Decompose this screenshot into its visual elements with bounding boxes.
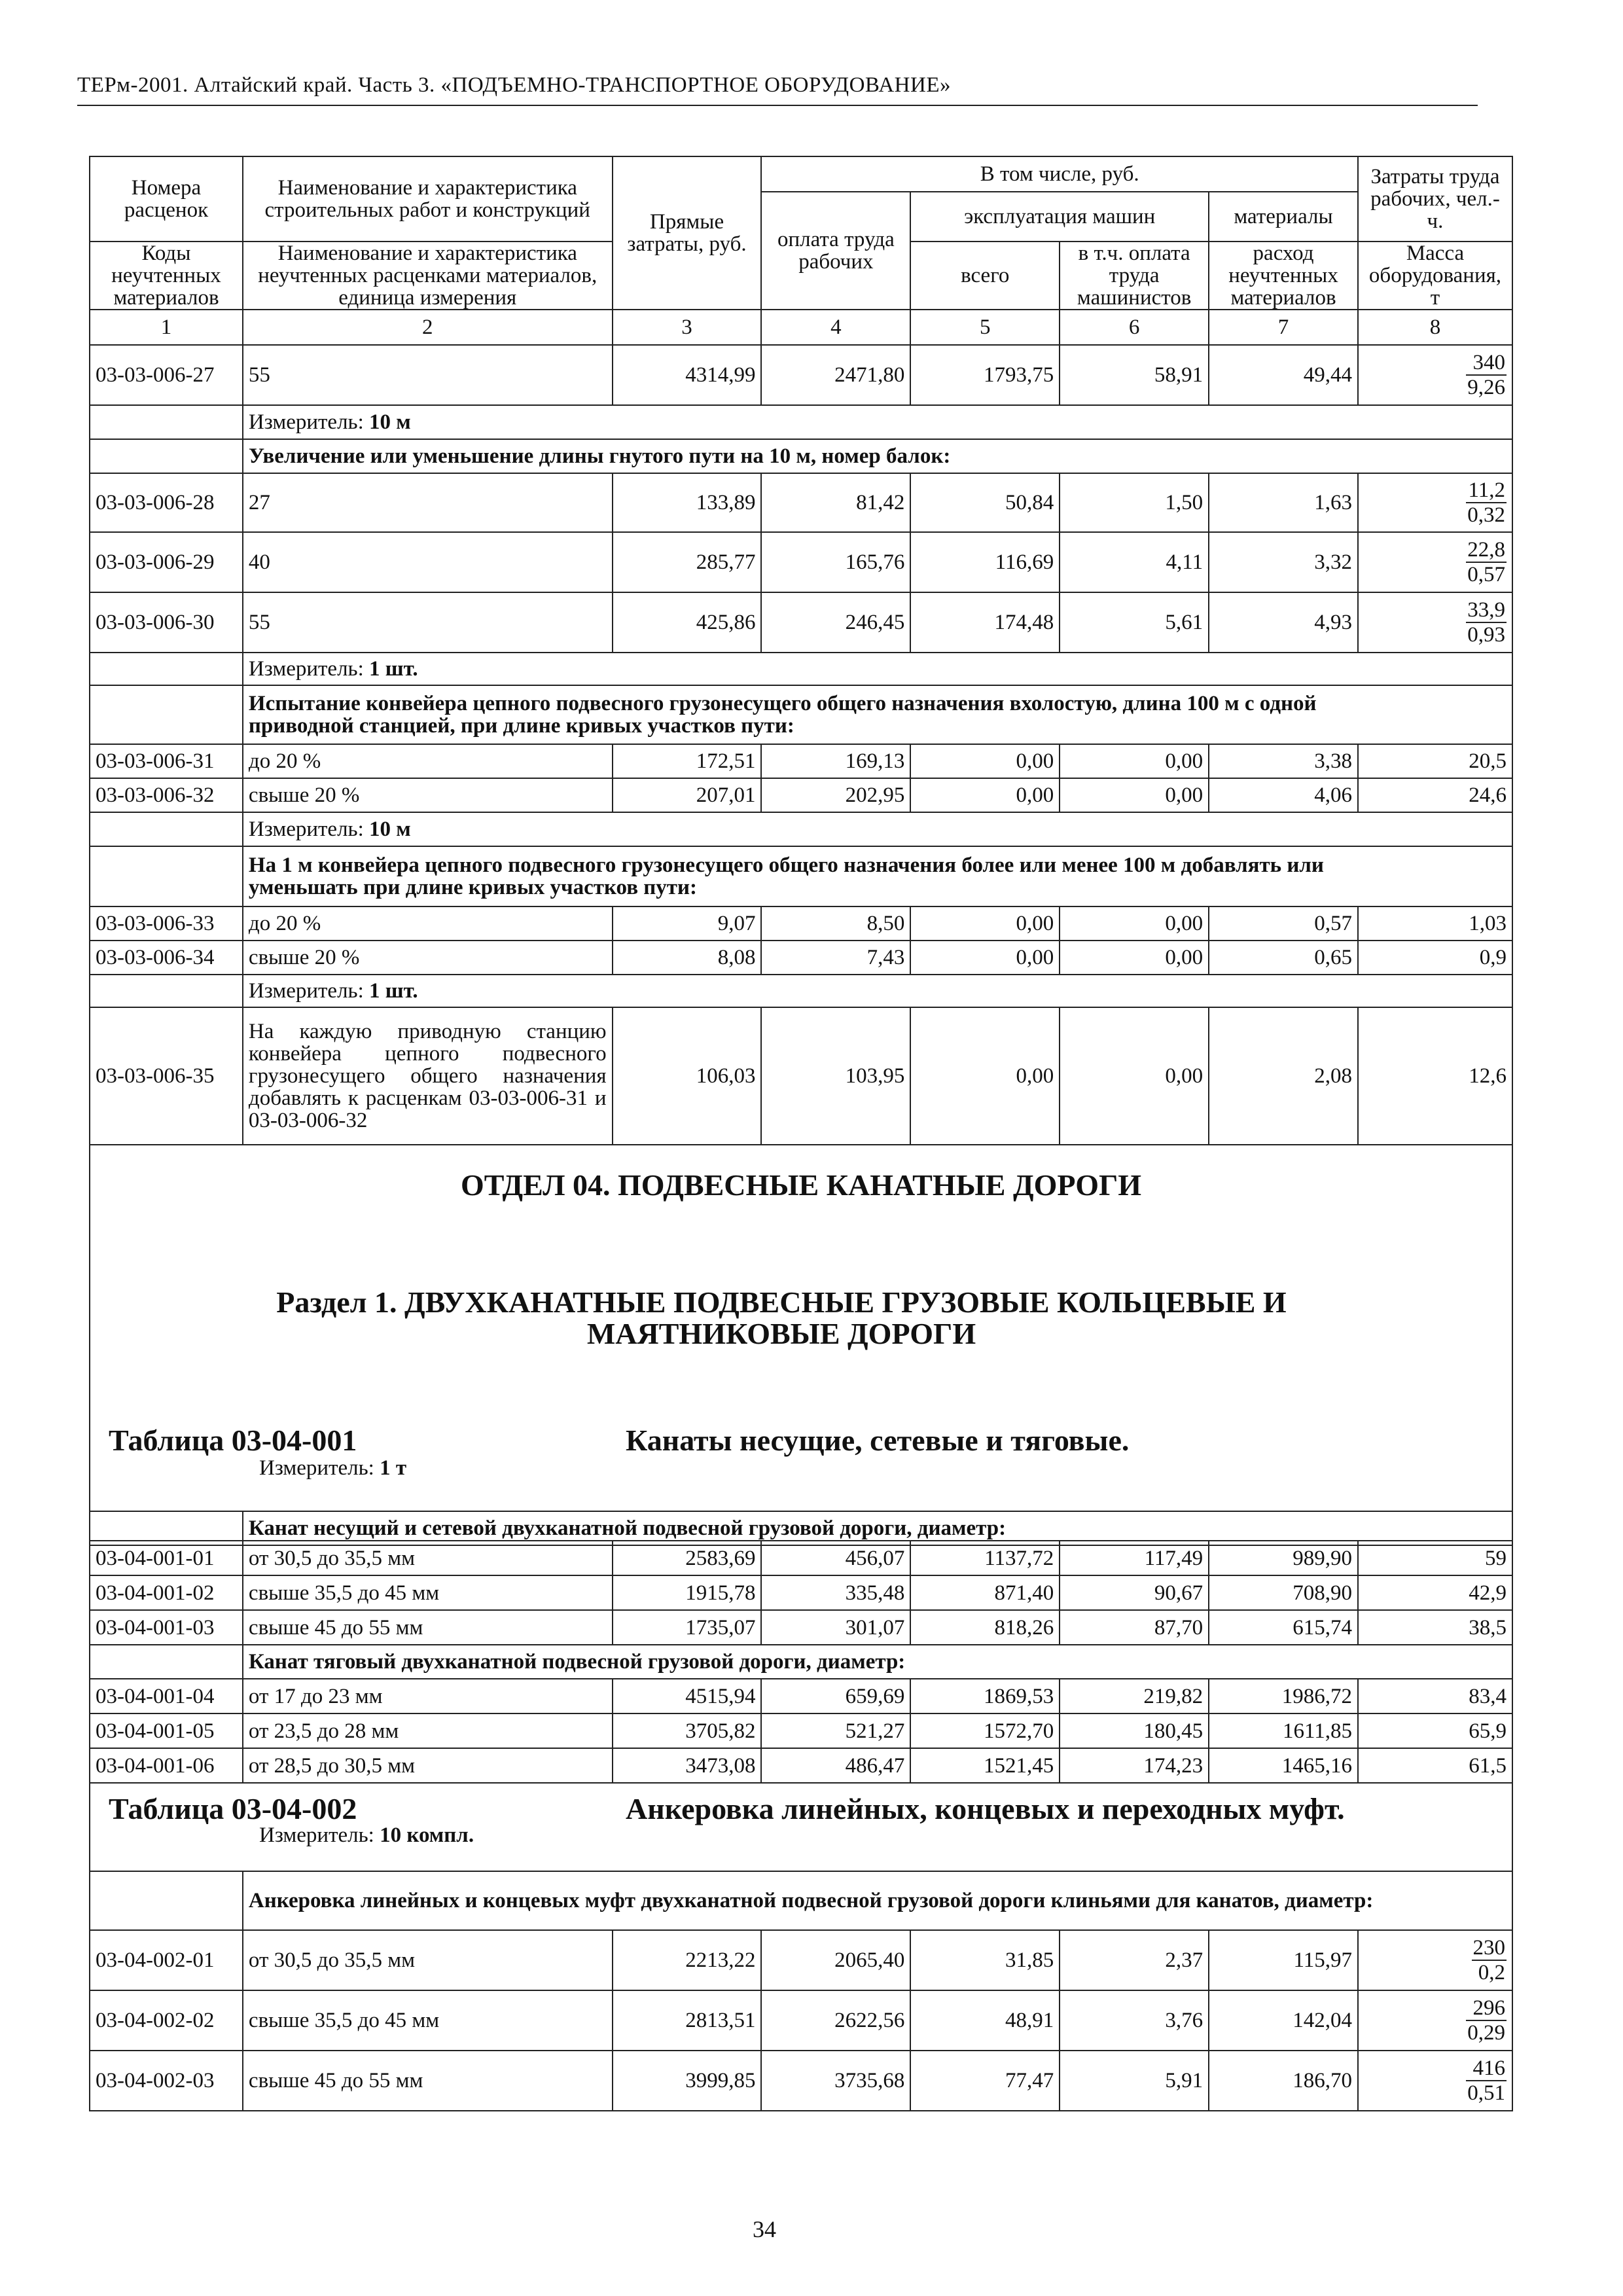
table-row: [90, 1007, 1512, 1145]
th-equipment-mass: Масса оборудования, т: [1358, 242, 1512, 310]
direct-costs: 3705,82: [613, 1713, 762, 1748]
machines-total: 0,00: [910, 906, 1060, 941]
rate-name: На каждую приводную станцию конвейера цепного подвесного грузонесущего общего назначения добавлять к расценкам 03-03-006-31 и 03-03-006-32: [243, 1007, 613, 1145]
th-machines: эксплуатация машин: [910, 192, 1209, 242]
col-num: 7: [1209, 310, 1358, 345]
machines-total: 1793,75: [910, 345, 1060, 405]
labor-mass-fraction: [1358, 592, 1512, 653]
section-block: [90, 1783, 1512, 1871]
table-caption: [109, 1424, 1512, 1457]
rate-name: свыше 20 %: [243, 778, 613, 812]
machinist-pay: 0,00: [1060, 906, 1209, 941]
rate-name: до 20 %: [243, 906, 613, 941]
worker-pay: 165,76: [761, 532, 910, 592]
group-heading-row: [90, 1871, 1512, 1930]
th-materials: материалы: [1209, 192, 1358, 242]
th-machinist-pay: в т.ч. оплата труда машинистов: [1060, 242, 1209, 310]
labor-costs: 83,4: [1358, 1679, 1512, 1713]
rate-name: от 28,5 до 30,5 мм: [243, 1748, 613, 1783]
machines-total: 818,26: [910, 1610, 1060, 1645]
machinist-pay: 90,67: [1060, 1575, 1209, 1610]
worker-pay: 81,42: [761, 473, 910, 532]
rate-code: 03-04-001-05: [90, 1713, 243, 1748]
machines-total: 1521,45: [910, 1748, 1060, 1783]
col-num: 2: [243, 310, 613, 345]
rate-code: 03-03-006-33: [90, 906, 243, 941]
mass-value: 0,51: [1467, 2081, 1505, 2105]
machinist-pay: 5,91: [1060, 2051, 1209, 2111]
worker-pay: 2471,80: [761, 345, 910, 405]
measure-row: [90, 653, 1512, 685]
worker-pay: 521,27: [761, 1713, 910, 1748]
section-block: [90, 1145, 1512, 1511]
direct-costs: 425,86: [613, 592, 762, 653]
materials: 49,44: [1209, 345, 1358, 405]
direct-costs: 2813,51: [613, 1990, 762, 2051]
labor-value: 22,8: [1467, 538, 1505, 562]
col-num: 1: [90, 310, 243, 345]
direct-costs: 4515,94: [613, 1679, 762, 1713]
rate-code: 03-04-002-02: [90, 1990, 243, 2051]
col-num: 4: [761, 310, 910, 345]
col-num: 5: [910, 310, 1060, 345]
table-row: [90, 532, 1512, 592]
group-heading: Анкеровка линейных и концевых муфт двухканатной подвесной грузовой дороги клиньями для канатов, диаметр:: [243, 1871, 1512, 1930]
direct-costs: 1915,78: [613, 1575, 762, 1610]
rates-table-cont: [89, 1540, 1513, 2111]
direct-costs: 133,89: [613, 473, 762, 532]
worker-pay: 486,47: [761, 1748, 910, 1783]
machines-total: 50,84: [910, 473, 1060, 532]
rate-name: 55: [243, 592, 613, 653]
labor-costs: 1,03: [1358, 906, 1512, 941]
table-row: [90, 906, 1512, 941]
group-heading-row: [90, 1645, 1512, 1679]
labor-value: 416: [1466, 2056, 1507, 2081]
direct-costs: 3473,08: [613, 1748, 762, 1783]
group-heading-row: [90, 439, 1512, 473]
materials: 1465,16: [1209, 1748, 1358, 1783]
table-row: [90, 1748, 1512, 1783]
machinist-pay: 117,49: [1060, 1541, 1209, 1575]
measure-row: [90, 812, 1512, 846]
machinist-pay: 0,00: [1060, 778, 1209, 812]
labor-costs: 61,5: [1358, 1748, 1512, 1783]
measure-unit: Измеритель: 10 компл.: [259, 1823, 474, 1847]
measure-row: [90, 405, 1512, 439]
department-title: ОТДЕЛ 04. ПОДВЕСНЫЕ КАНАТНЫЕ ДОРОГИ: [460, 1168, 1142, 1202]
rate-code: 03-04-001-06: [90, 1748, 243, 1783]
th-work-name: Наименование и характеристика строительных работ и конструкций: [243, 156, 613, 242]
th-rate-numbers: Номера расценок: [90, 156, 243, 242]
labor-costs: 24,6: [1358, 778, 1512, 812]
labor-mass-fraction: [1358, 473, 1512, 532]
machines-total: 1869,53: [910, 1679, 1060, 1713]
worker-pay: 2065,40: [761, 1930, 910, 1990]
th-including: В том числе, руб.: [761, 156, 1358, 192]
rate-code: 03-03-006-30: [90, 592, 243, 653]
materials: 989,90: [1209, 1541, 1358, 1575]
rate-code: 03-04-001-02: [90, 1575, 243, 1610]
machines-total: 0,00: [910, 941, 1060, 975]
table-title: Канаты несущие, сетевые и тяговые.: [626, 1424, 1130, 1457]
machinist-pay: 174,23: [1060, 1748, 1209, 1783]
rate-name: от 30,5 до 35,5 мм: [243, 1541, 613, 1575]
rate-name: от 30,5 до 35,5 мм: [243, 1930, 613, 1990]
labor-costs: 20,5: [1358, 744, 1512, 778]
rate-name: свыше 20 %: [243, 941, 613, 975]
labor-costs: 0,9: [1358, 941, 1512, 975]
worker-pay: 8,50: [761, 906, 910, 941]
machinist-pay: 219,82: [1060, 1679, 1209, 1713]
table-number: Таблица 03-04-002: [109, 1792, 357, 1825]
group-heading: Испытание конвейера цепного подвесного грузонесущего общего назначения вхолостую, длина 100 м с одной приводной станцией, при длине кривых участков пути:: [243, 685, 1512, 744]
rate-code: 03-03-006-32: [90, 778, 243, 812]
direct-costs: 9,07: [613, 906, 762, 941]
materials: 1,63: [1209, 473, 1358, 532]
rate-name: 27: [243, 473, 613, 532]
materials: 142,04: [1209, 1990, 1358, 2051]
labor-value: 33,9: [1467, 598, 1505, 622]
table-caption: [109, 1792, 1512, 1825]
col-num: 8: [1358, 310, 1512, 345]
mass-value: 0,57: [1467, 563, 1505, 586]
rate-name: свыше 35,5 до 45 мм: [243, 1575, 613, 1610]
direct-costs: 106,03: [613, 1007, 762, 1145]
machines-total: 174,48: [910, 592, 1060, 653]
worker-pay: 7,43: [761, 941, 910, 975]
group-heading: Канат несущий и сетевой двухканатной подвесной грузовой дороги, диаметр:: [243, 1511, 1512, 1545]
table-number: Таблица 03-04-001: [109, 1424, 357, 1457]
direct-costs: 2583,69: [613, 1541, 762, 1575]
worker-pay: 301,07: [761, 1610, 910, 1645]
machines-total: 0,00: [910, 744, 1060, 778]
th-direct-costs: Прямые затраты, руб.: [613, 156, 762, 310]
table-row: [90, 1930, 1512, 1990]
machinist-pay: 180,45: [1060, 1713, 1209, 1748]
worker-pay: 246,45: [761, 592, 910, 653]
rate-code: 03-04-001-03: [90, 1610, 243, 1645]
measure-unit: Измеритель: 1 шт.: [243, 975, 1512, 1007]
th-worker-pay: оплата труда рабочих: [761, 192, 910, 310]
labor-costs: 12,6: [1358, 1007, 1512, 1145]
machinist-pay: 0,00: [1060, 941, 1209, 975]
machinist-pay: 0,00: [1060, 1007, 1209, 1145]
th-material-use: расход неучтенных материалов: [1209, 242, 1358, 310]
rate-name: до 20 %: [243, 744, 613, 778]
table-row: [90, 941, 1512, 975]
machinist-pay: 1,50: [1060, 473, 1209, 532]
measure-unit: Измеритель: 10 м: [243, 405, 1512, 439]
thead-row-1: [90, 156, 1512, 192]
labor-mass-fraction: [1358, 532, 1512, 592]
mass-value: 9,26: [1467, 376, 1505, 399]
mass-value: 0,93: [1467, 623, 1505, 647]
worker-pay: 335,48: [761, 1575, 910, 1610]
machinist-pay: 3,76: [1060, 1990, 1209, 2051]
labor-mass-fraction: [1358, 2051, 1512, 2111]
rate-code: 03-03-006-31: [90, 744, 243, 778]
materials: 708,90: [1209, 1575, 1358, 1610]
table-row: [90, 778, 1512, 812]
machinist-pay: 4,11: [1060, 532, 1209, 592]
direct-costs: 2213,22: [613, 1930, 762, 1990]
materials: 4,06: [1209, 778, 1358, 812]
worker-pay: 659,69: [761, 1679, 910, 1713]
table-row: [90, 473, 1512, 532]
direct-costs: 4314,99: [613, 345, 762, 405]
rate-name: свыше 45 до 55 мм: [243, 1610, 613, 1645]
machines-total: 31,85: [910, 1930, 1060, 1990]
direct-costs: 1735,07: [613, 1610, 762, 1645]
rate-code: 03-04-001-01: [90, 1541, 243, 1575]
worker-pay: 3735,68: [761, 2051, 910, 2111]
labor-costs: 65,9: [1358, 1713, 1512, 1748]
rate-name: свыше 45 до 55 мм: [243, 2051, 613, 2111]
col-num: 6: [1060, 310, 1209, 345]
table-row: [90, 1575, 1512, 1610]
rate-name: 40: [243, 532, 613, 592]
direct-costs: 8,08: [613, 941, 762, 975]
worker-pay: 169,13: [761, 744, 910, 778]
measure-unit: Измеритель: 1 т: [259, 1456, 407, 1480]
group-heading: Канат тяговый двухканатной подвесной грузовой дороги, диаметр:: [243, 1645, 1512, 1679]
rate-code: 03-03-006-34: [90, 941, 243, 975]
rate-code: 03-03-006-28: [90, 473, 243, 532]
materials: 186,70: [1209, 2051, 1358, 2111]
rate-code: 03-03-006-35: [90, 1007, 243, 1145]
materials: 615,74: [1209, 1610, 1358, 1645]
rate-code: 03-04-002-03: [90, 2051, 243, 2111]
rate-name: от 23,5 до 28 мм: [243, 1713, 613, 1748]
table-row: [90, 1679, 1512, 1713]
materials: 115,97: [1209, 1930, 1358, 1990]
labor-value: 230: [1472, 1936, 1505, 1960]
rate-name: свыше 35,5 до 45 мм: [243, 1990, 613, 2051]
labor-mass-fraction: [1358, 1990, 1512, 2051]
page-number: 34: [753, 2216, 776, 2242]
labor-value: 340: [1466, 351, 1507, 376]
header-rule: [77, 105, 1478, 106]
th-material-names: Наименование и характеристика неучтенных расценками материалов, единица измерения: [243, 242, 613, 310]
machinist-pay: 0,00: [1060, 744, 1209, 778]
worker-pay: 202,95: [761, 778, 910, 812]
rate-name: от 17 до 23 мм: [243, 1679, 613, 1713]
col-num: 3: [613, 310, 762, 345]
materials: 0,65: [1209, 941, 1358, 975]
measure-row: [90, 975, 1512, 1007]
rates-table: [89, 156, 1513, 1546]
measure-unit: Измеритель: 1 шт.: [243, 653, 1512, 685]
machines-total: 1137,72: [910, 1541, 1060, 1575]
labor-value: 11,2: [1466, 478, 1507, 503]
measure-unit: Измеритель: 10 м: [243, 812, 1512, 846]
direct-costs: 172,51: [613, 744, 762, 778]
direct-costs: 285,77: [613, 532, 762, 592]
worker-pay: 456,07: [761, 1541, 910, 1575]
machinist-pay: 5,61: [1060, 592, 1209, 653]
labor-costs: 59: [1358, 1541, 1512, 1575]
worker-pay: 103,95: [761, 1007, 910, 1145]
machines-total: 0,00: [910, 778, 1060, 812]
machinist-pay: 87,70: [1060, 1610, 1209, 1645]
materials: 3,32: [1209, 532, 1358, 592]
mass-value: 0,29: [1467, 2021, 1505, 2045]
direct-costs: 207,01: [613, 778, 762, 812]
th-labor-costs: Затраты труда рабочих, чел.-ч.: [1358, 156, 1512, 242]
group-heading-row: [90, 685, 1512, 744]
rate-code: 03-04-002-01: [90, 1930, 243, 1990]
rate-code: 03-03-006-27: [90, 345, 243, 405]
table-row: [90, 345, 1512, 405]
mass-value: 0,2: [1478, 1961, 1505, 1984]
table-row: [90, 1610, 1512, 1645]
page-header: ТЕРм-2001. Алтайский край. Часть 3. «ПОДЪЕМНО-ТРАНСПОРТНОЕ ОБОРУДОВАНИЕ»: [77, 73, 951, 97]
machines-total: 116,69: [910, 532, 1060, 592]
th-machines-total: всего: [910, 242, 1060, 310]
machines-total: 0,00: [910, 1007, 1060, 1145]
materials: 3,38: [1209, 744, 1358, 778]
th-material-codes: Коды неучтенных материалов: [90, 242, 243, 310]
section-title: Раздел 1. ДВУХКАНАТНЫЕ ПОДВЕСНЫЕ ГРУЗОВЫЕ КОЛЬЦЕВЫЕ И МАЯТНИКОВЫЕ ДОРОГИ: [276, 1285, 1287, 1350]
rate-code: 03-03-006-29: [90, 532, 243, 592]
group-heading-row: [90, 846, 1512, 906]
table-row: [90, 1713, 1512, 1748]
group-heading: Увеличение или уменьшение длины гнутого пути на 10 м, номер балок:: [243, 439, 1512, 473]
materials: 4,93: [1209, 592, 1358, 653]
labor-value: 296: [1466, 1996, 1507, 2021]
direct-costs: 3999,85: [613, 2051, 762, 2111]
table-title: Анкеровка линейных, концевых и переходных муфт.: [626, 1792, 1345, 1825]
labor-costs: 38,5: [1358, 1610, 1512, 1645]
machinist-pay: 58,91: [1060, 345, 1209, 405]
table-row: [90, 1990, 1512, 2051]
labor-mass-fraction: [1358, 345, 1512, 405]
rate-name: 55: [243, 345, 613, 405]
machines-total: 871,40: [910, 1575, 1060, 1610]
table-row: [90, 1541, 1512, 1575]
table-row: [90, 744, 1512, 778]
machinist-pay: 2,37: [1060, 1930, 1209, 1990]
labor-mass-fraction: [1358, 1930, 1512, 1990]
machines-total: 1572,70: [910, 1713, 1060, 1748]
machines-total: 77,47: [910, 2051, 1060, 2111]
worker-pay: 2622,56: [761, 1990, 910, 2051]
mass-value: 0,32: [1467, 503, 1505, 527]
table-row: [90, 592, 1512, 653]
group-heading: На 1 м конвейера цепного подвесного грузонесущего общего назначения более или менее 100 м добавлять или уменьшать при длине кривых участков пути:: [243, 846, 1512, 906]
machines-total: 48,91: [910, 1990, 1060, 2051]
labor-costs: 42,9: [1358, 1575, 1512, 1610]
table-row: [90, 2051, 1512, 2111]
materials: 1611,85: [1209, 1713, 1358, 1748]
materials: 1986,72: [1209, 1679, 1358, 1713]
rate-code: 03-04-001-04: [90, 1679, 243, 1713]
thead-numbers-row: [90, 310, 1512, 345]
materials: 0,57: [1209, 906, 1358, 941]
materials: 2,08: [1209, 1007, 1358, 1145]
